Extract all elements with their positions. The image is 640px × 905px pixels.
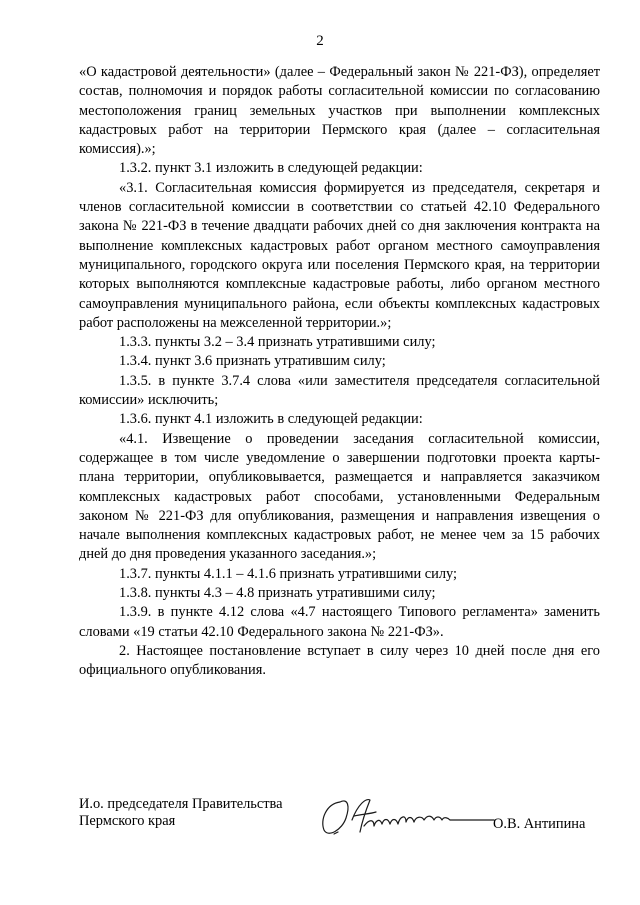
- paragraph-continuation: «О кадастровой деятельности» (далее – Федеральный закон № 221-ФЗ), определяет состав, полномочия и порядок работы согласительной комиссии по согласованию местоположения границ земельных участков при выполнении комплексных кадастровых работ на территории Пермского края (далее – согласительная комиссия).»;: [79, 64, 600, 158]
- paragraph-item-1-3-4: 1.3.4. пункт 3.6 признать утратившим силу;: [119, 353, 386, 370]
- paragraph-clause-3-1: «3.1. Согласительная комиссия формируется из председателя, секретаря и членов согласительной комиссии в соответствии со статьей 42.10 Федерального закона № 221-ФЗ в течение двадцати рабочих дней со дня заключения контракта на выполнение комплексных кадастровых работ органом местного самоуправления муниципального, городского округа или поселения Пермского края, на территории которых выполняются комплексные кадастровые работы, либо органом местного самоуправления муниципального района, если объекты комплексных кадастровых работ расположены на межселенной территории.»;: [79, 179, 600, 331]
- paragraph-item-1-3-6: 1.3.6. пункт 4.1 изложить в следующей редакции:: [119, 411, 423, 428]
- paragraph-item-1-3-2: 1.3.2. пункт 3.1 изложить в следующей редакции:: [119, 160, 423, 177]
- signatory-title-line-2: Пермского края: [79, 813, 176, 829]
- handwritten-signature: [318, 790, 508, 838]
- signatory-name: О.В. Антипина: [493, 816, 586, 832]
- paragraph-item-1-3-5: 1.3.5. в пункте 3.7.4 слова «или заместителя председателя согласительной комиссии» исключить;: [79, 372, 600, 409]
- paragraph-item-1-3-9: 1.3.9. в пункте 4.12 слова «4.7 настоящего Типового регламента» заменить словами «19 статьи 42.10 Федерального закона № 221-ФЗ».: [79, 604, 600, 640]
- signatory-title: [79, 796, 283, 830]
- paragraph-item-2: 2. Настоящее постановление вступает в силу через 10 дней после дня его официального опубликования.: [79, 642, 600, 679]
- paragraph-item-1-3-8: 1.3.8. пункты 4.3 – 4.8 признать утратившими силу;: [119, 585, 436, 602]
- document-body: [79, 63, 600, 681]
- paragraph-item-1-3-7: 1.3.7. пункты 4.1.1 – 4.1.6 признать утратившими силу;: [119, 565, 458, 582]
- page-number: 2: [316, 33, 324, 49]
- signatory-title-line-1: И.о. председателя Правительства: [79, 796, 283, 812]
- paragraph-clause-4-1: «4.1. Извещение о проведении заседания согласительной комиссии, содержащее в том числе уведомление о завершении подготовки проекта карты-плана территории, опубликовывается, размещается и направляется заказчиком комплексных кадастровых работ способами, установленными Федеральным законом № 221-ФЗ для опубликования, размещения и направления извещения о начале выполнения комплексных кадастровых работ, не менее чем за 15 рабочих дней до дня проведения указанного заседания.»;: [79, 430, 600, 563]
- paragraph-item-1-3-3: 1.3.3. пункты 3.2 – 3.4 признать утратившими силу;: [119, 334, 436, 351]
